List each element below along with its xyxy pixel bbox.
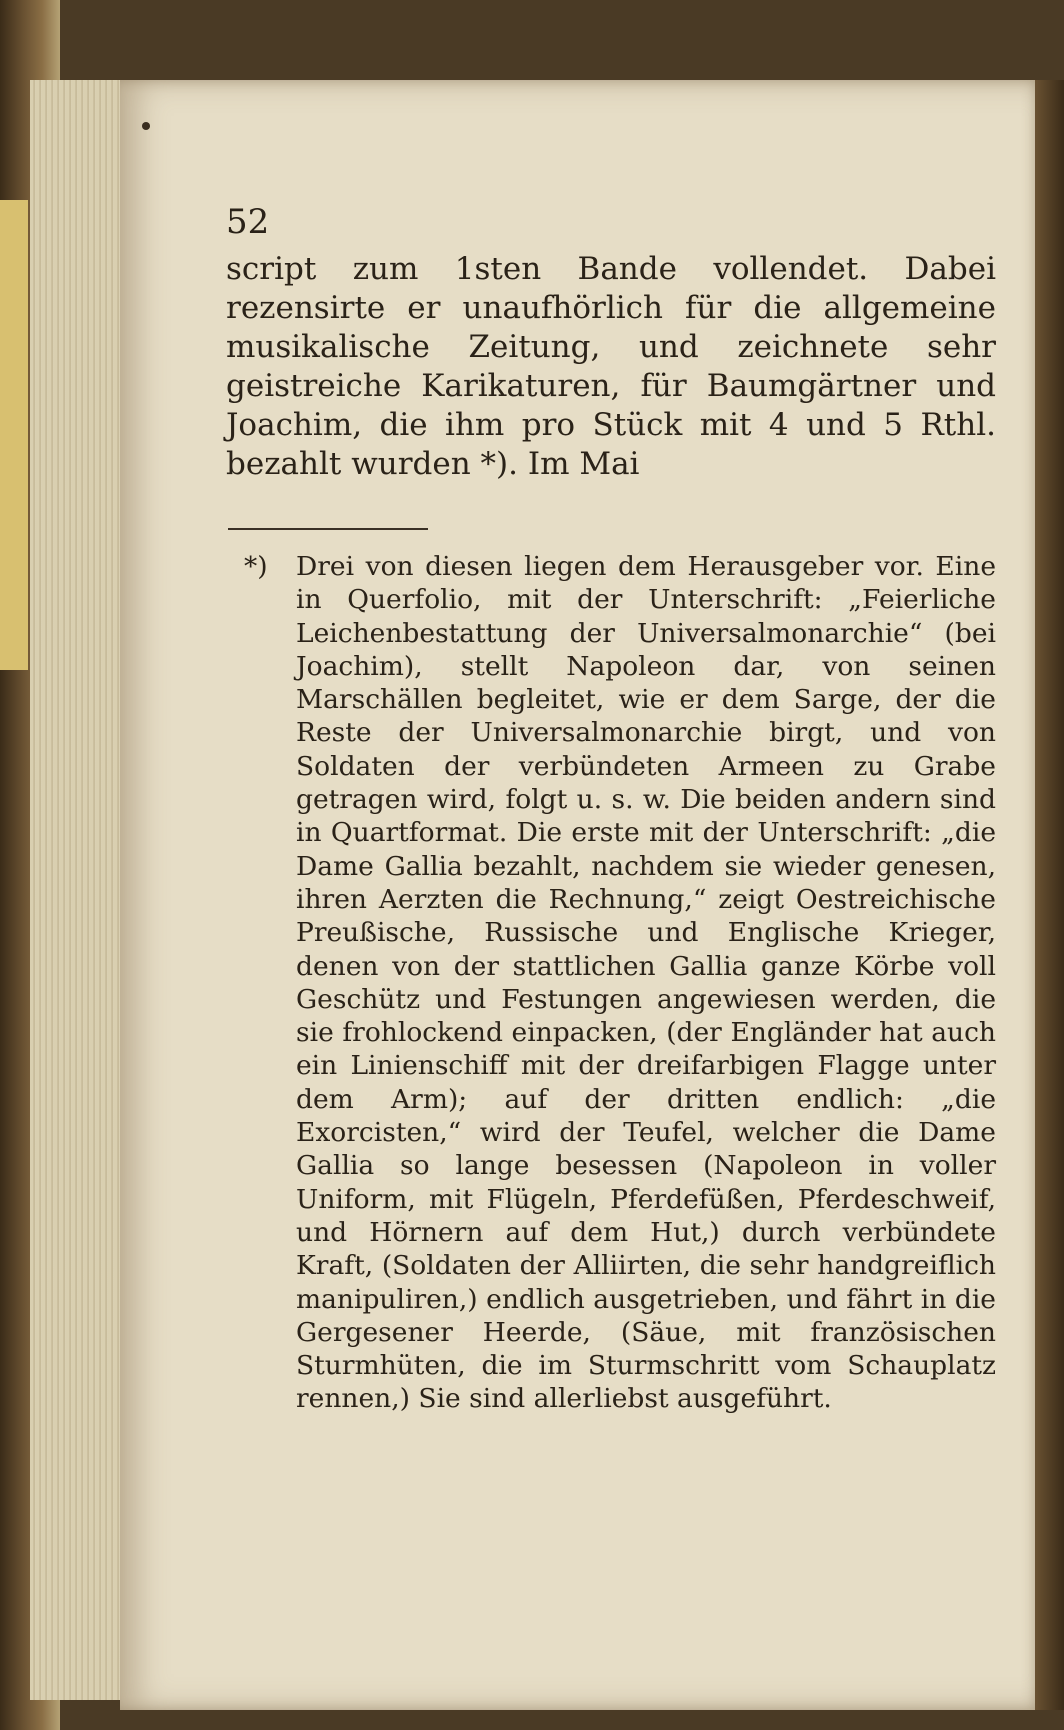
footnote-separator — [228, 528, 428, 530]
page-marker-tab — [0, 200, 28, 670]
page-content — [226, 200, 996, 1416]
page-number: 52 — [226, 202, 270, 242]
page-stack-edges — [30, 80, 130, 1700]
main-text: script zum 1sten Bande vollendet. Dabei rezensirte er unaufhörlich für die allgemeine musikalische Zeitung, und zeichnete sehr geistreiche Karikaturen, für Baumgärtner und Joachim, die ihm pro Stück mit 4 und 5 Rthl. bezahlt wurden *). Im Mai — [226, 251, 996, 482]
footnote-marker: *) — [244, 551, 268, 582]
footnote — [226, 550, 996, 1416]
book-right-edge — [1035, 80, 1064, 1710]
ink-spot — [142, 122, 150, 130]
footnote-text: Drei von diesen liegen dem Herausgeber vor. Eine in Querfolio, mit der Unterschrift: „Feierliche Leichenbestattung der Universalmonarchie“ (bei Joachim), stellt Napoleon dar, von seinen Marschällen begleitet, wie er dem Sarge, der die Reste der Universalmonarchie birgt, und von Soldaten der verbündeten Armeen zu Grabe getragen wird, folgt u. s. w. Die beiden andern sind in Quartformat. Die erste mit der Unterschrift: „die Dame Gallia bezahlt, nachdem sie wieder genesen, ihren Aerzten die Rechnung,“ zeigt Oestreichische Preußische, Russische und Englische Krieger, denen von der stattlichen Gallia ganze Körbe voll Geschütz und Festungen angewiesen werden, die sie frohlockend einpacken, (der Engländer hat auch ein Linienschiff mit der dreifarbigen Flagge unter dem Arm); auf der dritten endlich: „die Exorcisten,“ wird der Teufel, welcher die Dame Gallia so lange besessen (Napoleon in voller Uniform, mit Flügeln, Pferdefüßen, Pferdeschweif, und Hörnern auf dem Hut,) durch verbündete Kraft, (Soldaten der Alliirten, die sehr handgreiflich manipuliren,) endlich ausgetrieben, und fährt in die Gergesener Heerde, (Säue, mit französischen Sturmhüten, die im Sturmschritt vom Schauplatz rennen,) Sie sind allerliebst ausgeführt. — [296, 551, 996, 1415]
